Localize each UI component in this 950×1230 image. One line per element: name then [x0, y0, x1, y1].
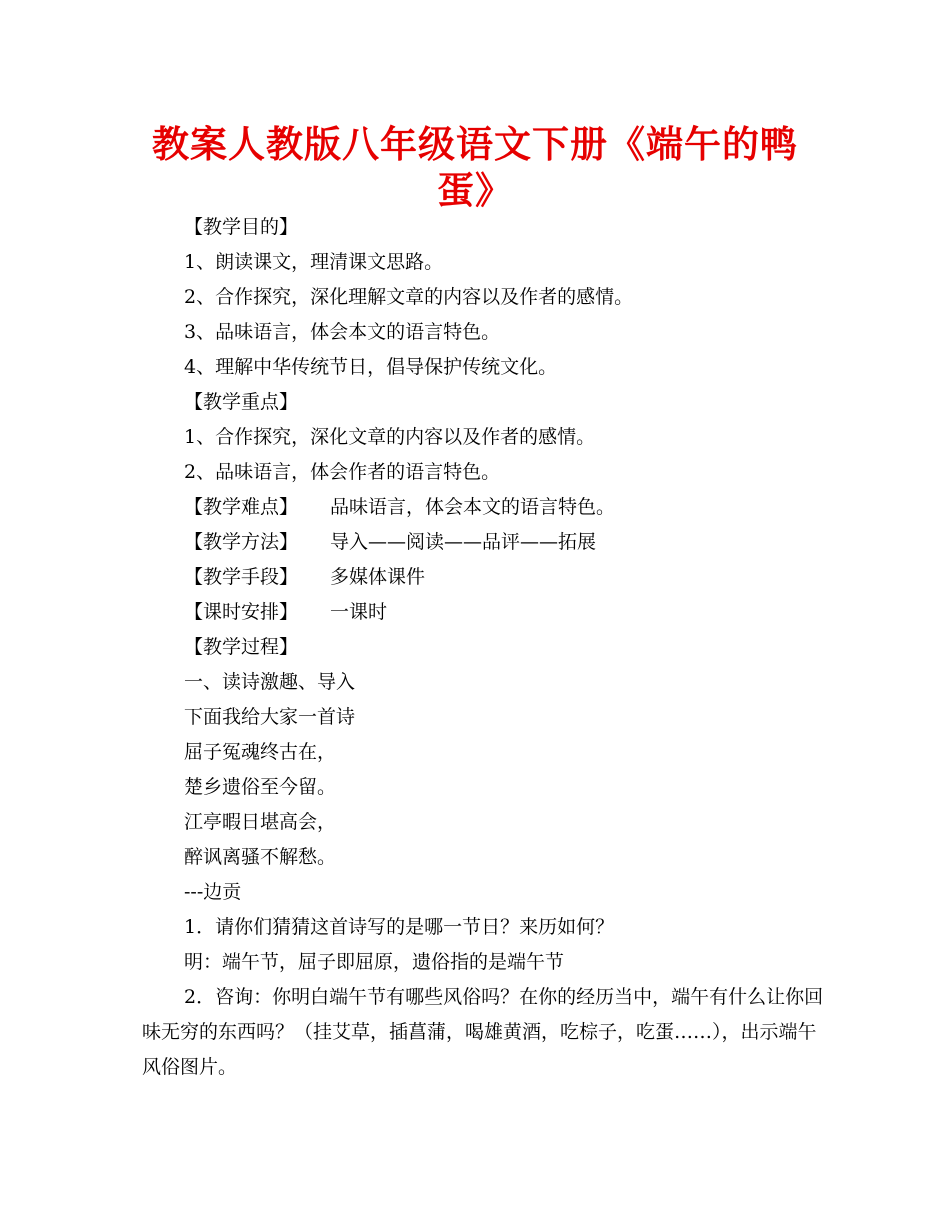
key-point-item: 2、品味语言，体会作者的语言特色。 — [184, 461, 501, 483]
process-step-1: 一、读诗激趣、导入 — [184, 671, 356, 693]
section-heading-process: 【教学过程】 — [184, 636, 299, 658]
method-label: 【教学方法】 — [184, 531, 299, 553]
difficulty-value: 品味语言，体会本文的语言特色。 — [330, 496, 616, 518]
means-label: 【教学手段】 — [184, 566, 299, 588]
answer-1: 明：端午节，屈子即屈原，遗俗指的是端午节 — [184, 951, 565, 973]
objective-item: 2、合作探究，深化理解文章的内容以及作者的感情。 — [184, 286, 634, 308]
section-heading-objectives: 【教学目的】 — [184, 216, 299, 238]
poem-line: 屈子冤魂终古在， — [184, 741, 337, 763]
objective-item: 4、理解中华传统节日，倡导保护传统文化。 — [184, 356, 558, 378]
poem-line: 江亭暇日堪高会， — [184, 811, 337, 833]
method-row — [142, 525, 832, 560]
difficulty-label: 【教学难点】 — [184, 496, 299, 518]
difficulty-row — [142, 490, 832, 525]
section-heading-key-points: 【教学重点】 — [184, 391, 299, 413]
key-point-item: 1、合作探究，深化文章的内容以及作者的感情。 — [184, 426, 596, 448]
schedule-label: 【课时安排】 — [184, 601, 299, 623]
document-title-line-2: 蛋》 — [437, 169, 513, 212]
schedule-value: 一课时 — [330, 601, 388, 623]
schedule-row — [142, 595, 832, 630]
poem-author: ---边贡 — [184, 881, 242, 903]
question-1: 1．请你们猜猜这首诗写的是哪一节日？来历如何？ — [184, 916, 615, 938]
means-value: 多媒体课件 — [330, 566, 426, 588]
objective-item: 1、朗读课文，理清课文思路。 — [184, 251, 444, 273]
poem-intro: 下面我给大家一首诗 — [184, 706, 356, 728]
document-body — [142, 210, 832, 1085]
document-title-line-1: 教案人教版八年级语文下册《端午的鸭 — [152, 123, 798, 166]
objective-item: 3、品味语言，体会本文的语言特色。 — [184, 321, 501, 343]
poem-line: 醉讽离骚不解愁。 — [184, 846, 337, 868]
method-value: 导入——阅读——品评——拓展 — [330, 531, 597, 553]
poem-line: 楚乡遗俗至今留。 — [184, 776, 337, 798]
question-2-paragraph: 2．咨询：你明白端午节有哪些风俗吗？在你的经历当中，端午有什么让你回味无穷的东西吗？（挂艾草，插菖蒲，喝雄黄酒，吃棕子，吃蛋……），出示端午风俗图片。 — [142, 986, 824, 1078]
means-row — [142, 560, 832, 595]
